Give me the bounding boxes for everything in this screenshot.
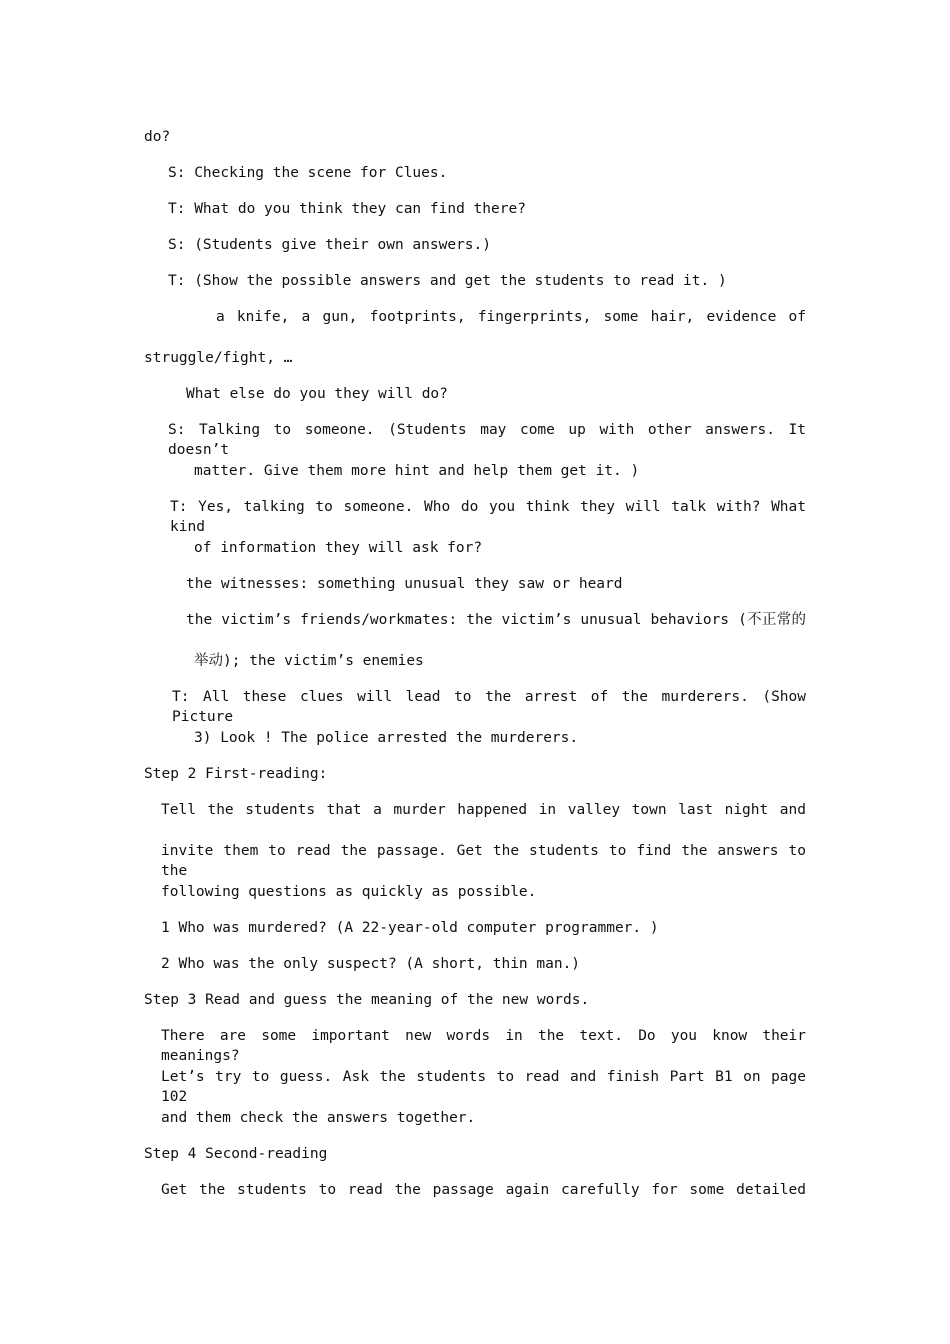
section-heading: Step 2 First-reading: bbox=[144, 766, 328, 782]
section-heading: Step 3 Read and guess the meaning of the new words. bbox=[144, 992, 590, 1008]
text-line: the victim’s friends/workmates: the victim’s unusual behaviors (不正常的 bbox=[186, 612, 806, 628]
text-line: T: Yes, talking to someone. Who do you think they will talk with? What kind bbox=[170, 499, 806, 535]
text-line: T: What do you think they can find there? bbox=[168, 201, 526, 217]
text-line: a knife, a gun, footprints, fingerprints, some hair, evidence of bbox=[216, 309, 806, 325]
text-line: and them check the answers together. bbox=[161, 1110, 476, 1126]
text-line: 举动); the victim’s enemies bbox=[194, 653, 424, 669]
text-line: 1 Who was murdered? (A 22-year-old computer programmer. ) bbox=[161, 920, 659, 936]
text-line: There are some important new words in the text. Do you know their meanings? bbox=[161, 1028, 806, 1064]
text-line: matter. Give them more hint and help them get it. ) bbox=[194, 463, 640, 479]
text-line: struggle/fight, … bbox=[144, 350, 293, 366]
text-line: Tell the students that a murder happened in valley town last night and bbox=[161, 802, 806, 818]
text-line: 3) Look ! The police arrested the murderers. bbox=[194, 730, 579, 746]
text-line: do? bbox=[144, 129, 171, 145]
text-line: S: Talking to someone. (Students may come up with other answers. It doesn’t bbox=[168, 422, 806, 458]
text-line: T: All these clues will lead to the arrest of the murderers. (Show Picture bbox=[172, 689, 806, 725]
text-line: 2 Who was the only suspect? (A short, thin man.) bbox=[161, 956, 581, 972]
text-line: What else do you they will do? bbox=[186, 386, 448, 402]
text-line: of information they will ask for? bbox=[194, 540, 483, 556]
text-line: S: (Students give their own answers.) bbox=[168, 237, 492, 253]
text-line: T: (Show the possible answers and get the students to read it. ) bbox=[168, 273, 727, 289]
text-line: S: Checking the scene for Clues. bbox=[168, 165, 448, 181]
text-line: Let’s try to guess. Ask the students to read and finish Part B1 on page 102 bbox=[161, 1069, 806, 1105]
text-line: the witnesses: something unusual they saw or heard bbox=[186, 576, 623, 592]
text-line: following questions as quickly as possible. bbox=[161, 884, 537, 900]
text-line: invite them to read the passage. Get the students to find the answers to the bbox=[161, 843, 806, 879]
text-line: Get the students to read the passage again carefully for some detailed bbox=[161, 1182, 806, 1198]
section-heading: Step 4 Second-reading bbox=[144, 1146, 328, 1162]
